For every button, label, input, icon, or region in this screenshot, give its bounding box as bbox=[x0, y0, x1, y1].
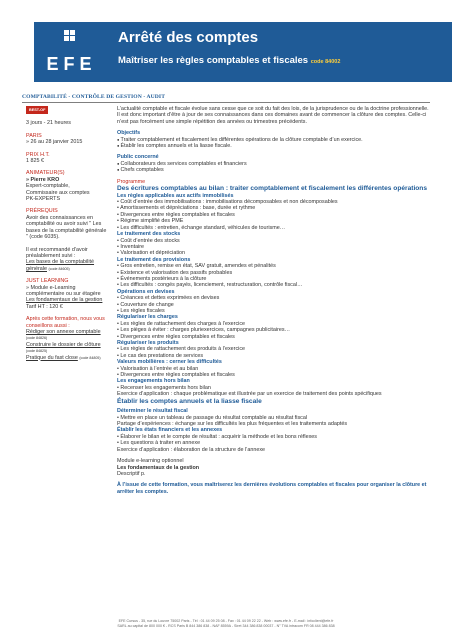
list-item: • Les difficultés : entretien, échange standard, véhicules de tourisme… bbox=[117, 224, 286, 231]
list-item: • Le cas des prestations de services bbox=[117, 352, 204, 359]
page-subtitle bbox=[118, 55, 340, 66]
conclusion-text: À l’issue de cette formation, vous maîtriserez les dernières évolutions comptables et fiscales pour organiser la clôture et arrêter les comptes. bbox=[117, 482, 427, 495]
city: PARIS bbox=[26, 132, 42, 139]
exercise-note: Exercice d’application : chaque problématique est illustrée par un exercice de traitement des points spécifiques bbox=[117, 391, 382, 398]
reco-link[interactable]: Les bases de la comptabilité générale bbox=[26, 259, 95, 272]
module-link[interactable]: Descriptif p. bbox=[117, 470, 146, 477]
subsection-heading: Le traitement des provisions bbox=[117, 256, 191, 263]
objectif-item: ● Établir les comptes annuels et la liasse fiscale. bbox=[117, 143, 430, 149]
list-item: • Inventaire bbox=[117, 243, 145, 250]
module-title: Les fondamentaux de la gestion bbox=[117, 464, 200, 471]
list-item: • Les règles fiscales bbox=[117, 307, 165, 314]
list-item: • Recenser les engagements hors bilan bbox=[117, 384, 211, 391]
list-item: • Les pièges à éviter : charges pluriexercices, campagnes publicitaires… bbox=[117, 327, 290, 334]
animateur-company: PK-EXPERTS bbox=[26, 196, 61, 203]
list-item: • Valorisation et dépréciation bbox=[117, 250, 186, 257]
animateur-role2: Commissaire aux comptes bbox=[26, 189, 90, 196]
intro-text: L’actualité comptable et fiscale évolue sans cesse que ce soit du fait des lois, de la jurisprudence ou de la doctrine professionnelle. Il est donc important d’être à jour de ses connaissances dans ces domaines avant de commencer la clôture des comptes. Celle-ci n’est pas forcément une simple répétition des années ou trimestres précédents. bbox=[117, 106, 429, 125]
price-label: PRIX H.T. bbox=[26, 151, 50, 158]
subtitle-text: Maîtriser les règles comptables et fiscales bbox=[118, 55, 309, 66]
after-code-3: (code 84805) bbox=[79, 355, 101, 360]
subsection-heading: Opérations en devises bbox=[117, 288, 175, 295]
public-item: ● Collaborateurs des services comptables et financiers bbox=[117, 161, 430, 167]
after-code-1: (code 84826) bbox=[26, 336, 48, 341]
course-code: code 84002 bbox=[310, 59, 341, 65]
subsection-heading: Valeurs mobilières : cerner les difficultés bbox=[117, 359, 222, 366]
subsection-heading: Les règles applicables aux actifs immobilisés bbox=[117, 192, 234, 199]
logo-mark-icon bbox=[64, 30, 78, 44]
public-heading: Public concerné bbox=[117, 154, 159, 161]
list-item: Partage d’expériences : échange sur les difficultés les plus fréquentes et les traitements adaptés bbox=[117, 421, 348, 428]
list-item: • Élaborer le bilan et le compte de résultat : acquérir la méthode et les bons réflexes bbox=[117, 433, 317, 440]
list-item: Exercice d’application : élaboration de la structure de l’annexe bbox=[117, 446, 266, 453]
animateur-name: » Pierre KRO bbox=[26, 176, 60, 183]
subsection-heading: Régulariser les produits bbox=[117, 340, 179, 346]
list-item: • Couverture de change bbox=[117, 301, 174, 308]
objectif-item: ● Traiter comptablement et fiscalement les différentes opérations de la clôture comptable d’un exercice. bbox=[117, 137, 430, 143]
animateur-role1: Expert-comptable, bbox=[26, 183, 70, 190]
just-learning-link[interactable]: Les fondamentaux de la gestion bbox=[26, 297, 103, 304]
best-of-badge: BEST-OF bbox=[26, 106, 48, 114]
subsection-heading: Le traitement des stocks bbox=[117, 231, 181, 238]
list-item: • Amortissements et dépréciations : base, durée et rythme bbox=[117, 205, 256, 212]
list-item: • Les règles de rattachement des charges à l’exercice bbox=[117, 320, 246, 327]
list-item: • Événements postérieurs à la clôture bbox=[117, 275, 207, 282]
list-item: • Gros entretien, remise en état, SAV gratuit, amendes et pénalités bbox=[117, 263, 276, 270]
subsection-heading: Régulariser les charges bbox=[117, 314, 178, 321]
list-item: • Existence et valorisation des passifs probables bbox=[117, 269, 233, 276]
efe-logo bbox=[34, 22, 109, 82]
list-item: • Les règles de rattachement des produits à l’exercice bbox=[117, 346, 246, 353]
just-learning-text: » Module e-Learning complémentaire ou sur étagère bbox=[26, 284, 101, 297]
just-learning-price: Tarif HT : 120 € bbox=[26, 303, 63, 310]
category-label: COMPTABILITÉ - CONTRÔLE DE GESTION - AUDIT bbox=[22, 94, 166, 100]
subsection-heading: Les engagements hors bilan bbox=[117, 378, 190, 385]
subsection-heading: Établir les états financiers et les annexes bbox=[117, 427, 223, 434]
reco-text: Il est recommandé d’avoir préalablement suivi : bbox=[26, 246, 88, 259]
list-item: • Divergences entre règles comptables et fiscales bbox=[117, 211, 235, 218]
prereq-label: PRÉREQUIS bbox=[26, 208, 58, 215]
after-text: Après cette formation, nous vous conseillons aussi : bbox=[26, 316, 105, 329]
section-heading-2: Établir les comptes annuels et la liasse fiscale bbox=[117, 397, 262, 405]
after-code-2: (code 84825) bbox=[26, 349, 48, 354]
list-item: • Les difficultés : congés payés, licenciement, restructuration, contrôle fiscal… bbox=[117, 282, 303, 289]
list-item: • Les questions à traiter en annexe bbox=[117, 440, 201, 447]
prereq-text: Avoir des connaissances en comptabilité ou avoir suivi " Les bases de la comptabilité générale " (code 6035). bbox=[26, 214, 107, 241]
programme-heading: Programme bbox=[117, 178, 146, 185]
list-item: • Divergences entre règles comptables et fiscales bbox=[117, 372, 235, 379]
sidebar-info bbox=[26, 106, 108, 361]
price: 1 825 € bbox=[26, 158, 44, 165]
section-heading-1: Des écritures comptables au bilan : traiter comptablement et fiscalement les différentes opérations bbox=[117, 185, 427, 193]
list-item: • Mettre en place un tableau de passage du résultat comptable au résultat fiscal bbox=[117, 414, 308, 421]
duration: 3 jours - 21 heures bbox=[26, 120, 71, 127]
header bbox=[0, 0, 452, 90]
subsection-heading: Déterminer le résultat fiscal bbox=[117, 408, 188, 415]
list-item: • Créances et dettes exprimées en devises bbox=[117, 295, 220, 302]
list-item: • Divergences entre règles comptables et fiscales bbox=[117, 333, 235, 340]
list-item: • Valorisation à l’entrée et au bilan bbox=[117, 365, 199, 372]
page-title: Arrêté des comptes bbox=[118, 29, 259, 46]
list-item: • Coût d’entrée des immobilisations : immobilisations décomposables et non décomposables bbox=[117, 199, 338, 206]
footer-line-1: EFE Cursus - 35, rue du Louvre 75002 Paris - Tél : 01 44 09 25 08 - Fax : 01 44 09 22 22 - Web : www.efe.fr - E-mail : infoclient@efe.fr bbox=[118, 619, 334, 623]
footer bbox=[0, 619, 452, 629]
footer-line-2: SARL au capital de 800 000 € - RCS Paris B 844 386 838 - NAF 8559A - Siret 344 386 838 00037 - N° TVA intracom FR 08 444 386 838 bbox=[117, 623, 335, 628]
after-link-1[interactable]: Rédiger son annexe comptable bbox=[26, 328, 101, 335]
main-content bbox=[117, 106, 430, 495]
reco-code: (code 84605) bbox=[48, 266, 70, 271]
after-link-3[interactable]: Pratique du fast close bbox=[26, 354, 78, 361]
logo-brand: EFE bbox=[46, 54, 97, 74]
animateur-label: ANIMATEUR(S) bbox=[26, 170, 65, 177]
just-learning-label: JUST LEARNING bbox=[26, 278, 69, 285]
session-dates: » 26 au 28 janvier 2015 bbox=[26, 139, 83, 146]
divider bbox=[22, 102, 430, 103]
module-label: Module e-learning optionnel bbox=[117, 458, 184, 465]
after-link-2[interactable]: Construire le dossier de clôture bbox=[26, 341, 101, 348]
objectifs-heading: Objectifs bbox=[117, 130, 141, 137]
public-item: ● Chefs comptables bbox=[117, 167, 430, 173]
list-item: • Coût d’entrée des stocks bbox=[117, 237, 180, 244]
list-item: • Régime simplifié des PME bbox=[117, 218, 184, 225]
